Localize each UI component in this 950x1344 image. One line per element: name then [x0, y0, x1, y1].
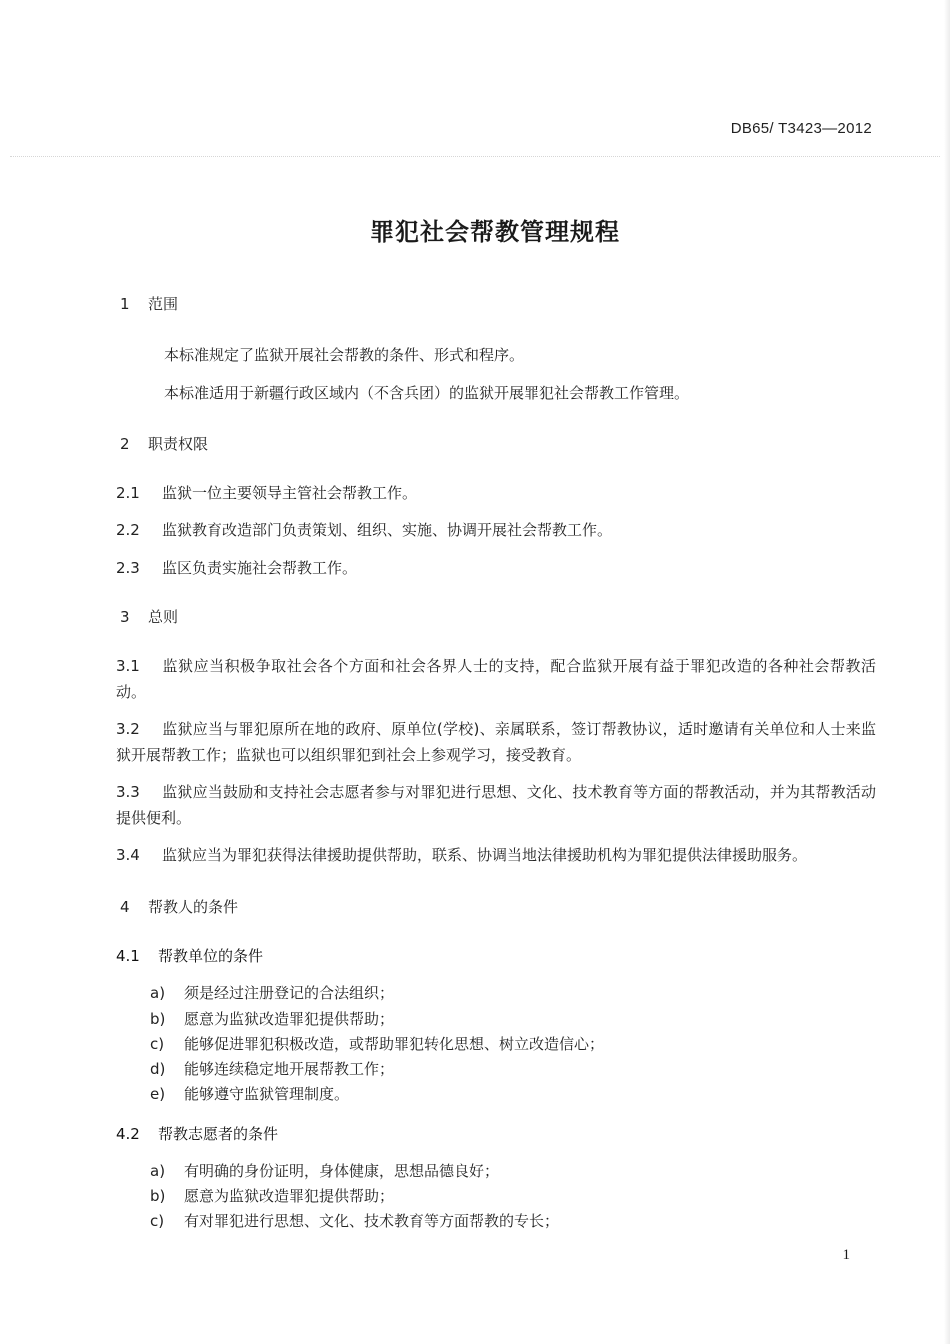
section-number: 3 — [120, 608, 130, 626]
list-item — [150, 1160, 499, 1181]
list-item — [150, 1083, 349, 1104]
clause — [116, 842, 876, 868]
subsection-heading-4-2 — [116, 1123, 278, 1144]
document-code: DB65/ T3423—2012 — [730, 120, 872, 137]
clause-number: 3.4 — [116, 846, 140, 864]
clause — [116, 653, 876, 705]
list-marker: c) — [150, 1212, 165, 1230]
list-text: 能够连续稳定地开展帮教工作； — [184, 1060, 395, 1078]
list-marker: b) — [150, 1187, 166, 1205]
list-marker: a) — [150, 1162, 166, 1180]
subsection-title: 帮教志愿者的条件 — [158, 1125, 279, 1143]
header-divider — [10, 156, 940, 157]
list-text: 能够促进罪犯积极改造，或帮助罪犯转化思想、树立改造信心； — [184, 1035, 605, 1053]
clause-text: 监狱应当积极争取社会各个方面和社会各界人士的支持，配合监狱开展有益于罪犯改造的各种社会帮教活动。 — [116, 657, 876, 701]
section-title: 职责权限 — [148, 435, 209, 453]
list-item — [150, 982, 394, 1003]
clause-text: 监狱应当为罪犯获得法律援助提供帮助，联系、协调当地法律援助机构为罪犯提供法律援助服务。 — [162, 846, 808, 864]
list-item — [150, 1008, 394, 1029]
paragraph: 本标准适用于新疆行政区域内（不含兵团）的监狱开展罪犯社会帮教工作管理。 — [164, 384, 690, 402]
section-heading-1 — [120, 293, 178, 314]
subsection-number: 4.1 — [116, 947, 140, 965]
clause-number: 3.2 — [116, 720, 140, 738]
list-item — [150, 1185, 394, 1206]
section-heading-4 — [120, 896, 238, 917]
list-item — [150, 1033, 604, 1054]
clause-text: 监狱一位主要领导主管社会帮教工作。 — [162, 484, 418, 502]
section-heading-3 — [120, 606, 178, 627]
list-text: 能够遵守监狱管理制度。 — [184, 1085, 350, 1103]
section-title: 范围 — [148, 295, 179, 313]
clause-number: 2.1 — [116, 484, 140, 502]
clause — [116, 716, 876, 768]
list-marker: b) — [150, 1010, 166, 1028]
section-number: 2 — [120, 435, 130, 453]
section-heading-2 — [120, 433, 208, 454]
subsection-number: 4.2 — [116, 1125, 140, 1143]
clause-text: 监狱应当鼓励和支持社会志愿者参与对罪犯进行思想、文化、技术教育等方面的帮教活动，并为其帮教活动提供便利。 — [116, 783, 876, 827]
clause-number: 3.1 — [116, 657, 140, 675]
list-text: 愿意为监狱改造罪犯提供帮助； — [184, 1010, 395, 1028]
list-text: 有明确的身份证明，身体健康，思想品德良好； — [184, 1162, 500, 1180]
clause-text: 监狱应当与罪犯原所在地的政府、原单位(学校)、亲属联系，签订帮教协议，适时邀请有关单位和人士来监狱开展帮教工作；监狱也可以组织罪犯到社会上参观学习，接受教育。 — [116, 720, 876, 764]
page-number: 1 — [842, 1247, 850, 1263]
list-marker: c) — [150, 1035, 165, 1053]
clause — [116, 480, 876, 506]
clause — [116, 555, 876, 581]
list-item — [150, 1210, 559, 1231]
list-item — [150, 1058, 394, 1079]
list-marker: a) — [150, 984, 166, 1002]
clause — [116, 517, 876, 543]
scan-edge-shadow — [944, 0, 950, 1344]
list-text: 有对罪犯进行思想、文化、技术教育等方面帮教的专长； — [184, 1212, 560, 1230]
list-marker: d) — [150, 1060, 166, 1078]
subsection-title: 帮教单位的条件 — [158, 947, 264, 965]
section-title: 帮教人的条件 — [148, 898, 239, 916]
paragraph: 本标准规定了监狱开展社会帮教的条件、形式和程序。 — [164, 346, 525, 364]
section-number: 1 — [120, 295, 130, 313]
list-marker: e) — [150, 1085, 166, 1103]
clause-number: 2.3 — [116, 559, 140, 577]
subsection-heading-4-1 — [116, 945, 263, 966]
clause — [116, 779, 876, 831]
list-text: 愿意为监狱改造罪犯提供帮助； — [184, 1187, 395, 1205]
page-title: 罪犯社会帮教管理规程 — [370, 218, 620, 246]
clause-text: 监狱教育改造部门负责策划、组织、实施、协调开展社会帮教工作。 — [162, 521, 613, 539]
clause-number: 2.2 — [116, 521, 140, 539]
clause-number: 3.3 — [116, 783, 140, 801]
list-text: 须是经过注册登记的合法组织； — [184, 984, 395, 1002]
clause-text: 监区负责实施社会帮教工作。 — [162, 559, 358, 577]
section-title: 总则 — [148, 608, 179, 626]
section-number: 4 — [120, 898, 130, 916]
